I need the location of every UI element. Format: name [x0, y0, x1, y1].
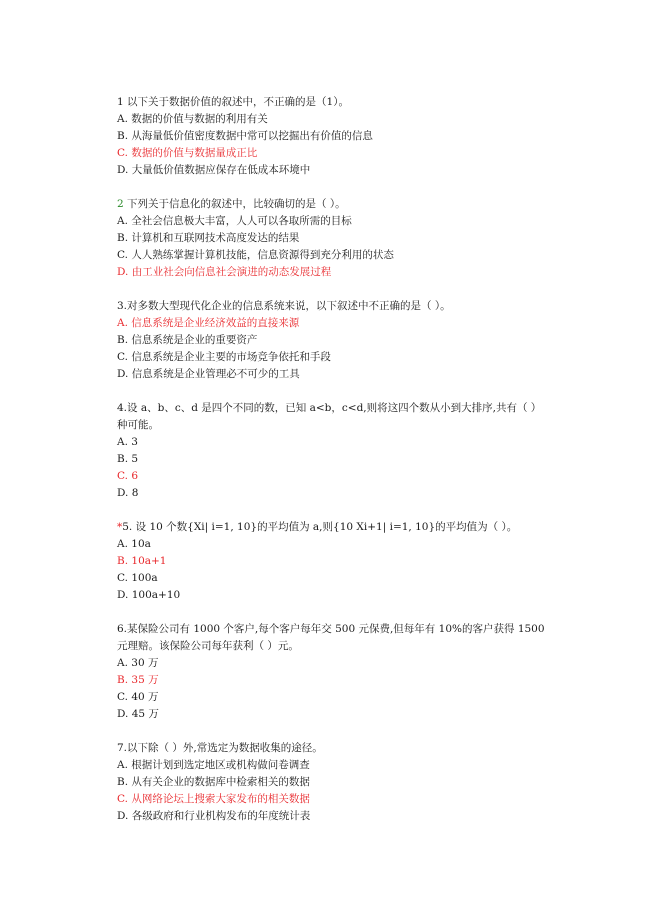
option-c: C. 100a — [117, 572, 158, 584]
question-2 — [117, 196, 587, 281]
question-stem — [117, 196, 587, 213]
question-3 — [117, 298, 587, 383]
option-b: B. 5 — [117, 453, 139, 465]
option-a: A. 数据的价值与数据的利用有关 — [117, 113, 268, 125]
option-b: B. 信息系统是企业的重要资产 — [117, 334, 258, 346]
option-a: A. 全社会信息极大丰富，人人可以各取所需的目标 — [117, 215, 352, 227]
question-1 — [117, 94, 587, 179]
option-d: D. 100a+10 — [117, 589, 181, 601]
option-c-correct: C. 数据的价值与数据量成正比 — [117, 147, 258, 159]
option-c-correct: C. 从网络论坛上搜索大家发布的相关数据 — [117, 793, 310, 805]
option-d-correct: D. 由工业社会向信息社会演进的动态发展过程 — [117, 266, 332, 278]
question-stem-line-2: 元理赔。该保险公司每年获利（ ）元。 — [117, 640, 299, 652]
question-stem: 1 以下关于数据价值的叙述中，不正确的是（1）。 — [117, 96, 349, 108]
option-b-correct: B. 10a+1 — [117, 555, 167, 567]
question-4 — [117, 400, 587, 502]
question-stem: 7.以下除（ ）外,常选定为数据收集的途径。 — [117, 742, 323, 754]
question-text: 下列关于信息化的叙述中，比较确切的是（ ）。 — [123, 198, 346, 210]
question-number: 2 — [117, 198, 124, 210]
option-d: D. 大量低价值数据应保存在低成本环境中 — [117, 164, 311, 176]
option-d: D. 8 — [117, 487, 139, 499]
option-b: B. 从海量低价值密度数据中常可以挖掘出有价值的信息 — [117, 130, 373, 142]
question-6 — [117, 621, 587, 723]
option-a: A. 3 — [117, 436, 138, 448]
option-a-correct: A. 信息系统是企业经济效益的直接来源 — [117, 317, 300, 329]
question-5 — [117, 519, 587, 604]
option-b-correct: B. 35 万 — [117, 674, 159, 686]
option-d: D. 各级政府和行业机构发布的年度统计表 — [117, 810, 311, 822]
question-list — [117, 94, 587, 842]
question-stem-line-2: 种可能。 — [117, 419, 159, 431]
option-b: B. 计算机和互联网技术高度发达的结果 — [117, 232, 300, 244]
option-c: C. 人人熟练掌握计算机技能，信息资源得到充分利用的状态 — [117, 249, 394, 261]
question-7 — [117, 740, 587, 825]
option-a: A. 30 万 — [117, 657, 159, 669]
option-a: A. 根据计划到选定地区或机构做问卷调查 — [117, 759, 310, 771]
option-d: D. 信息系统是企业管理必不可少的工具 — [117, 368, 300, 380]
question-stem-line-1: 4.设 a、b、c、d 是四个不同的数，已知 a<b，c<d,则将这四个数从小到大排序,共有（ ） — [117, 402, 542, 414]
question-stem: 3.对多数大型现代化企业的信息系统来说，以下叙述中不正确的是（ ）。 — [117, 300, 451, 312]
option-d: D. 45 万 — [117, 708, 159, 720]
question-stem-line-1: 6.某保险公司有 1000 个客户,每个客户每年交 500 元保费,但每年有 10%的客户获得 1500 — [117, 623, 545, 635]
option-c: C. 信息系统是企业主要的市场竞争依托和手段 — [117, 351, 331, 363]
question-stem — [117, 519, 587, 536]
starred-marker: * — [117, 521, 123, 533]
option-a: A. 10a — [117, 538, 151, 550]
option-c-correct: C. 6 — [117, 470, 139, 482]
option-c: C. 40 万 — [117, 691, 159, 703]
option-b: B. 从有关企业的数据库中检索相关的数据 — [117, 776, 310, 788]
question-text: 5. 设 10 个数{Xi| i=1, 10}的平均值为 a,则{10 Xi+1| i=1, 10}的平均值为（ ）。 — [122, 521, 518, 533]
